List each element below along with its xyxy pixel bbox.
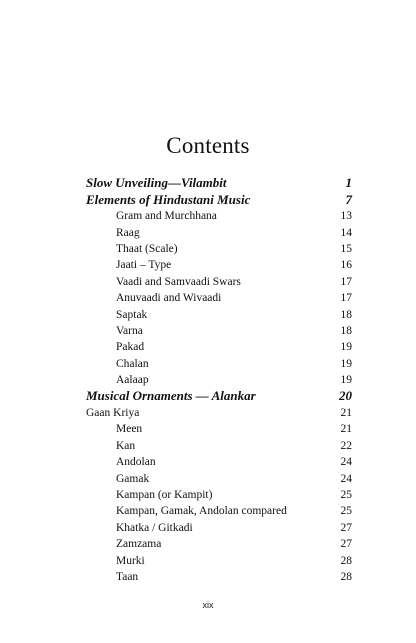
toc-entry-page: 20 (339, 388, 352, 404)
toc-entry (86, 290, 352, 306)
toc-entry-label: Kampan (or Kampit) (116, 489, 213, 502)
toc-entry-label: Zamzama (116, 538, 162, 551)
toc-entry-label: Chalan (116, 357, 149, 370)
toc-entry-label: Saptak (116, 308, 148, 321)
toc-entry-label: Slow Unveiling—Vilambit (86, 175, 227, 190)
toc-entry-page: 14 (340, 226, 352, 239)
toc-entry (86, 339, 352, 355)
toc-entry-page: 13 (340, 210, 352, 223)
toc-entry (86, 241, 352, 257)
toc-entry-label: Aalaap (116, 374, 149, 387)
toc-entry (86, 553, 352, 569)
toc-entry (86, 274, 352, 290)
toc-entry (86, 438, 352, 454)
toc-entry (86, 421, 352, 437)
toc-entry-page: 25 (340, 505, 352, 518)
toc-entry-label: Jaati – Type (116, 259, 172, 272)
toc-entry (86, 503, 352, 519)
toc-entry (86, 569, 352, 585)
toc-entry (86, 225, 352, 241)
toc-entry-label: Kampan, Gamak, Andolan compared (116, 505, 287, 518)
toc-entry-page: 27 (340, 521, 352, 534)
toc-entry-page: 18 (340, 324, 352, 337)
toc-entry-page: 21 (340, 407, 352, 420)
toc-entry (86, 487, 352, 503)
toc-entry (86, 257, 352, 273)
toc-entry (86, 454, 352, 470)
toc-entry-page: 24 (340, 472, 352, 485)
toc-entry-label: Raag (116, 226, 140, 239)
toc-entry (86, 208, 352, 224)
toc-entry-label: Khatka / Gitkadi (116, 521, 193, 534)
toc-entry-page: 1 (345, 175, 352, 190)
toc-entry-page: 19 (340, 341, 352, 354)
toc-entry (86, 323, 352, 339)
toc-entry-page: 28 (340, 554, 352, 567)
page-number: xix (202, 600, 214, 610)
toc-entry-page: 25 (340, 489, 352, 502)
toc-entry-label: Gram and Murchhana (116, 210, 217, 223)
toc-section-entry (86, 192, 352, 209)
toc-entry-label: Elements of Hindustani Music (86, 191, 251, 207)
toc-entry-label: Pakad (116, 341, 145, 354)
toc-entry-label: Anuvaadi and Wivaadi (116, 292, 222, 305)
toc-entry-page: 17 (340, 275, 352, 288)
toc-entry-label: Gaan Kriya (86, 407, 140, 420)
toc-entry-page: 17 (340, 292, 352, 305)
toc-entry-page: 28 (340, 570, 352, 583)
toc-entry-label: Taan (116, 570, 139, 583)
toc-entry-page: 27 (340, 538, 352, 551)
toc-entry-page: 16 (340, 259, 352, 272)
toc-entry-label: Thaat (Scale) (116, 242, 178, 255)
page-title: Contents (166, 133, 250, 159)
toc-entry-page: 19 (340, 357, 352, 370)
toc-entry (86, 405, 352, 421)
toc-entry-label: Vaadi and Samvaadi Swars (116, 275, 241, 288)
toc-entry-label: Kan (116, 439, 136, 452)
toc-entry (86, 520, 352, 536)
toc-entry-page: 24 (340, 456, 352, 469)
toc-entry-page: 7 (345, 191, 352, 207)
toc-entry (86, 356, 352, 372)
toc-entry-page: 19 (340, 374, 352, 387)
toc-entry-label: Gamak (116, 472, 150, 485)
toc-entry-page: 18 (340, 308, 352, 321)
toc-entry-label: Musical Ornaments — Alankar (86, 388, 256, 404)
toc-section-entry (86, 388, 352, 405)
toc-entry-page: 22 (340, 439, 352, 452)
toc-entry (86, 307, 352, 323)
toc-entry-label: Andolan (116, 456, 156, 469)
toc-entry-label: Varna (116, 324, 143, 337)
toc-section-entry (86, 175, 352, 192)
toc-entry-label: Murki (116, 554, 145, 567)
toc-entry-page: 21 (340, 423, 352, 436)
toc-entry-label: Meen (116, 423, 143, 436)
table-of-contents (86, 175, 352, 585)
toc-entry-page: 15 (340, 242, 352, 255)
toc-entry (86, 471, 352, 487)
toc-entry (86, 536, 352, 552)
toc-entry (86, 372, 352, 388)
